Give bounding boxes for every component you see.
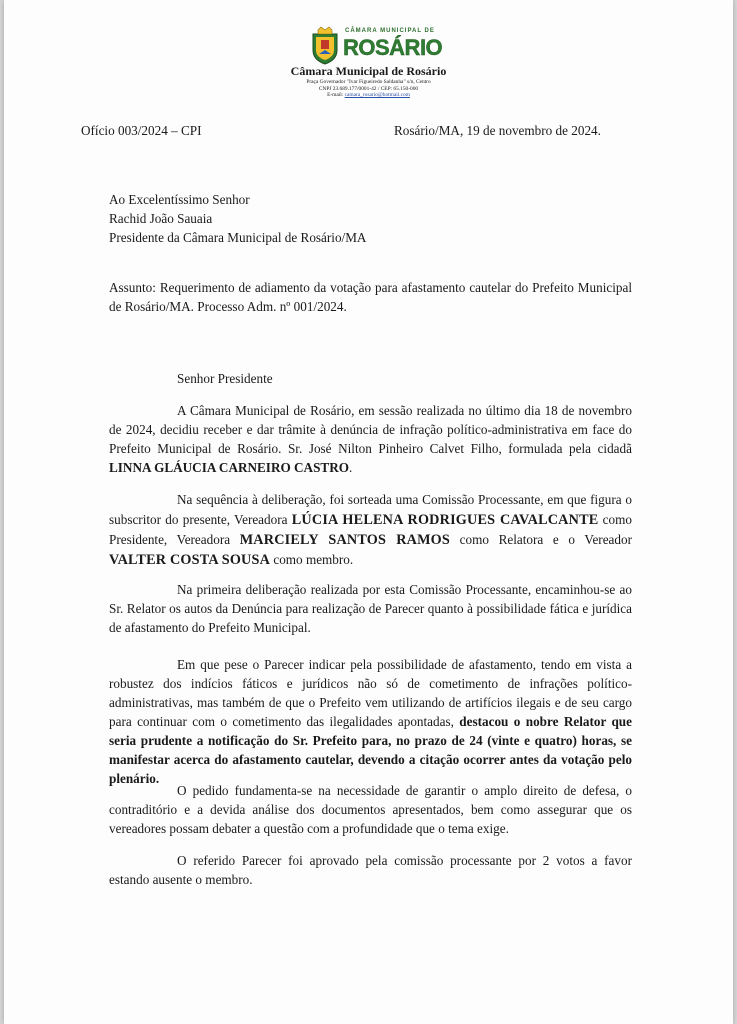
letterhead-cnpj: CNPJ 23.689.177/0001-42 / CEP: 65.150-000	[318, 85, 419, 92]
paragraph-3: Na primeira deliberação realizada por esta Comissão Processante, encaminhou-se ao Sr. Relator os autos da Denúncia para realização de Parecer quanto à possibilidade fática e jurídica de afastamento do Prefeito Municipal.	[109, 582, 632, 635]
paragraph-5: O pedido fundamenta-se na necessidade de garantir o amplo direito de defesa, o contraditório e a devida análise dos documentos apresentados, bem como assegurar que os vereadores possam debater a questão com a profundidade que o tema exige.	[109, 783, 632, 836]
email-link[interactable]: camara_rosario@hotmail.com	[344, 92, 410, 98]
logo-wordmark: ROSÁRIO	[343, 35, 443, 60]
president-name: LÚCIA HELENA RODRIGUES CAVALCANTE	[291, 512, 599, 528]
paragraph-6: O referido Parecer foi aprovado pela comissão processante por 2 votos a favor estando ausente o membro.	[109, 853, 632, 887]
paragraph-1	[109, 401, 632, 477]
recipient-line-1: Ao Excelentíssimo Senhor	[109, 192, 250, 207]
paragraph-2-c: como Relatora e o Vereador	[450, 532, 632, 547]
letterhead-email	[4, 92, 733, 99]
complainant-name: LINNA GLÁUCIA CARNEIRO CASTRO	[109, 460, 349, 475]
document-reference: Ofício 003/2024 – CPI	[81, 123, 202, 138]
paragraph-2-b: como Presidente, Vereadora	[109, 512, 632, 547]
paragraph-1-end: .	[348, 460, 353, 475]
paragraph-4-highlight: destacou o nobre Relator que seria prudente a notificação do Sr. Prefeito para, no prazo de 24 (vinte e quatro) horas, se manifestar acerca do afastamento cautelar, devendo a citação ocorrer antes da votação pelo plenário.	[109, 714, 632, 786]
place-date: Rosário/MA, 19 de novembro de 2024.	[394, 123, 601, 138]
paragraph-4-text: Em que pese o Parecer indicar pela possibilidade de afastamento, tendo em vista a robustez dos indícios fáticos e jurídicos não só de cometimento de infrações político-administrativas, mas também de que o Prefeito vem utilizando de artifícios ilegais e de seu cargo para continuar com o cometimento das ilegalidades apontadas,	[109, 657, 632, 729]
email-label: E-mail:	[327, 92, 344, 98]
camara-logo	[309, 26, 443, 66]
recipient-line-3: Presidente da Câmara Municipal de Rosário/MA	[109, 230, 367, 245]
paragraph-1-text: A Câmara Municipal de Rosário, em sessão realizada no último dia 18 de novembro de 2024, decidiu receber e dar trâmite à denúncia de infração político-administrativa em face do Prefeito Municipal de Rosário. Sr. José Nilton Pinheiro Calvet Filho, formulada pela cidadã	[109, 403, 632, 456]
document-page	[4, 0, 733, 1024]
salutation: Senhor Presidente	[177, 371, 273, 386]
coat-of-arms-icon	[309, 26, 341, 66]
letterhead-address: Praça Governador "Ivar Figueiredo Saldanha" s/n, Centro	[306, 79, 431, 85]
recipient-line-2: Rachid João Sauaia	[109, 211, 213, 226]
subject: Assunto: Requerimento de adiamento da votação para afastamento cautelar do Prefeito Municipal de Rosário/MA. Processo Adm. nº 001/2024.	[109, 280, 632, 314]
rapporteur-name: MARCIELY SANTOS RAMOS	[239, 532, 451, 548]
paragraph-2-a: Na sequência à deliberação, foi sorteada uma Comissão Processante, em que figura o subscritor do presente, Vereadora	[109, 492, 632, 527]
letterhead-title: Câmara Municipal de Rosário	[290, 64, 447, 78]
paragraph-2	[109, 490, 632, 570]
paragraph-4	[109, 655, 632, 788]
logo-caption: CÂMARA MUNICIPAL DE	[345, 28, 435, 34]
member-name: VALTER COSTA SOUSA	[109, 552, 271, 568]
paragraph-2-d: como membro.	[270, 552, 354, 567]
